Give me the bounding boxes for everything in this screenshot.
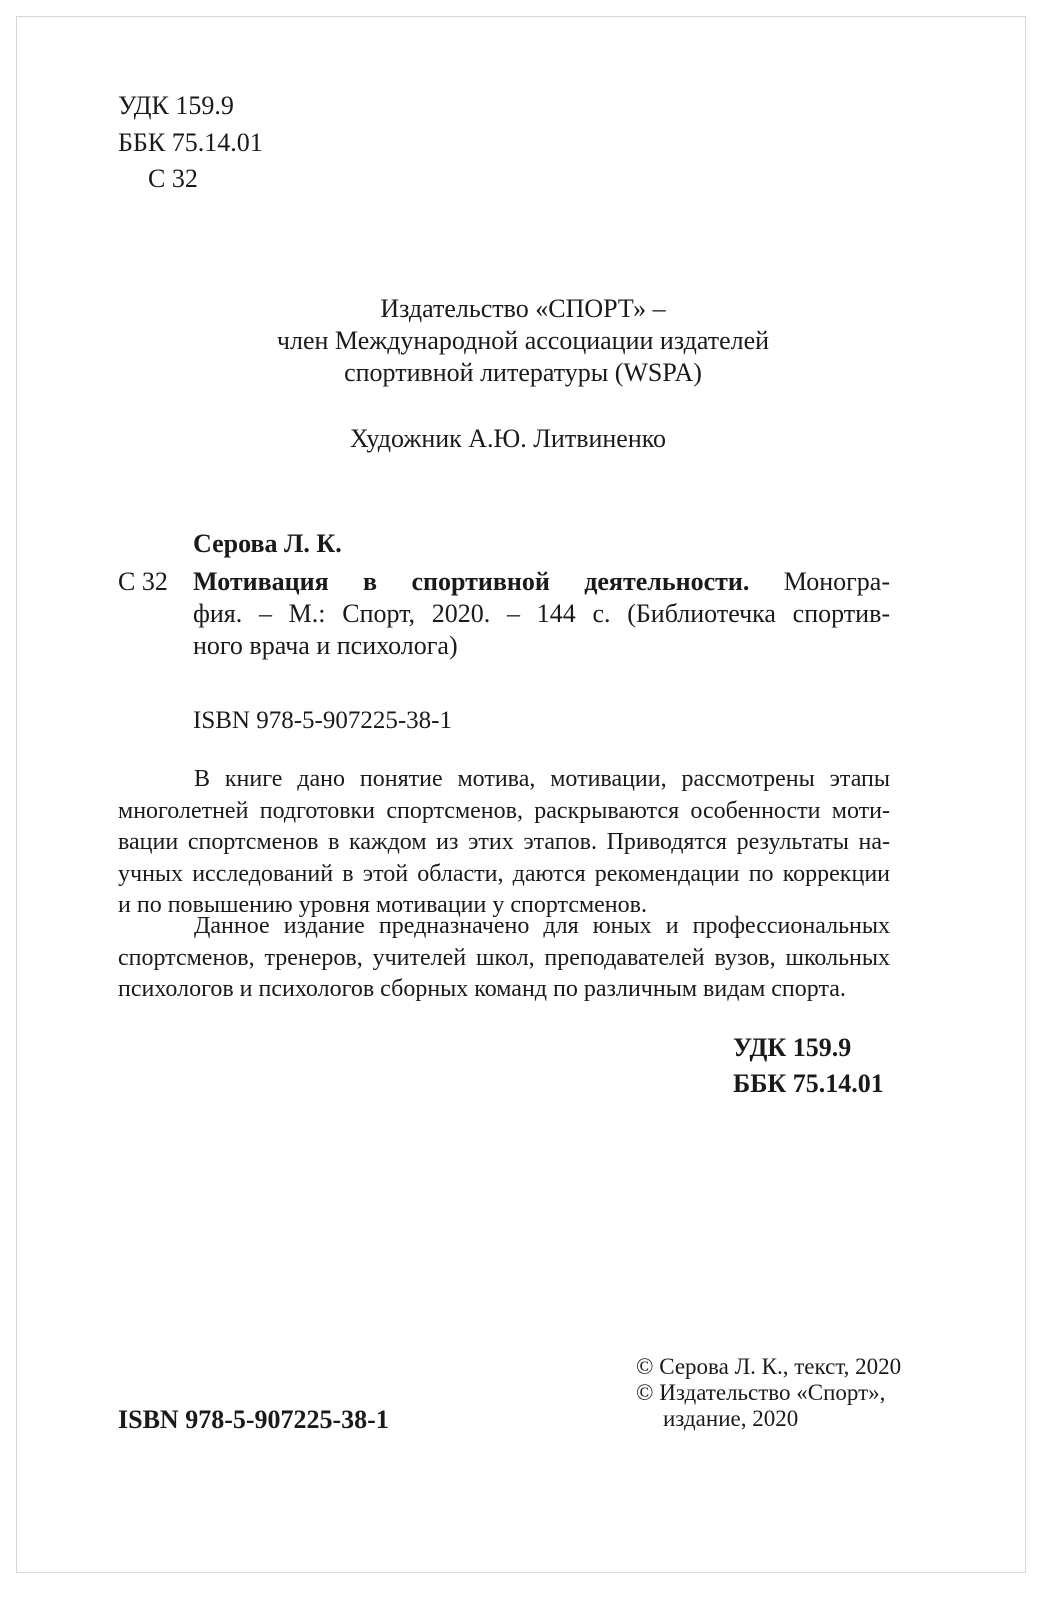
catalog-line-1: Мотивация в спортивной деятельности. Моногра- bbox=[193, 567, 891, 596]
publisher-line-2: член Международной ассоциации издателей bbox=[276, 326, 770, 355]
annotation-line: многолетней подготовки спортсменов, раскрываются особенности моти- bbox=[118, 797, 890, 824]
annotation-paragraph-1 bbox=[118, 764, 890, 922]
footer-isbn: ISBN 978-5-907225-38-1 bbox=[118, 1405, 389, 1434]
catalog-line-3: ного врача и психолога) bbox=[193, 631, 458, 660]
top-udk: УДК 159.9 bbox=[118, 91, 234, 120]
bottom-bbk: ББК 75.14.01 bbox=[733, 1069, 884, 1098]
annotation-line: спортсменов, тренеров, учителей школ, преподавателей вузов, школьных bbox=[118, 944, 890, 971]
catalog-line-2: фия. – М.: Спорт, 2020. – 144 с. (Библиотечка спортив- bbox=[193, 599, 890, 628]
annotation-line: Данное издание предназначено для юных и профессиональных bbox=[194, 913, 890, 939]
publisher-line-3: спортивной литературы (WSPA) bbox=[344, 358, 702, 387]
top-bbk: ББК 75.14.01 bbox=[118, 128, 263, 157]
publisher-line-1: Издательство «СПОРТ» – bbox=[380, 294, 666, 323]
copyright-edition: издание, 2020 bbox=[663, 1406, 799, 1431]
annotation-line: учных исследований в этой области, даются рекомендации по коррекции bbox=[118, 860, 890, 887]
catalog-isbn: ISBN 978-5-907225-38-1 bbox=[193, 707, 453, 734]
copyright-publisher: © Издательство «Спорт», bbox=[636, 1380, 886, 1405]
annotation-line: вации спортсменов в каждом из этих этапов. Приводятся результаты на- bbox=[118, 829, 890, 855]
catalog-description bbox=[193, 566, 890, 662]
catalog-author: Серова Л. К. bbox=[193, 529, 342, 558]
artist-credit: Художник А.Ю. Литвиненко bbox=[349, 424, 667, 453]
copyright-author: © Серова Л. К., текст, 2020 bbox=[636, 1354, 902, 1379]
catalog-author-mark: С 32 bbox=[118, 567, 168, 596]
annotation-line: В книге дано понятие мотива, мотивации, рассмотрены этапы bbox=[194, 766, 890, 792]
bottom-udk: УДК 159.9 bbox=[733, 1033, 852, 1062]
annotation-paragraph-2 bbox=[118, 911, 890, 1006]
catalog-title: Мотивация в спортивной деятельности. bbox=[193, 567, 750, 596]
top-author-mark: С 32 bbox=[148, 164, 198, 193]
annotation-line: психологов и психологов сборных команд по различным видам спорта. bbox=[118, 976, 846, 1002]
annotation-line: и по повышению уровня мотивации у спортсменов. bbox=[118, 892, 647, 918]
